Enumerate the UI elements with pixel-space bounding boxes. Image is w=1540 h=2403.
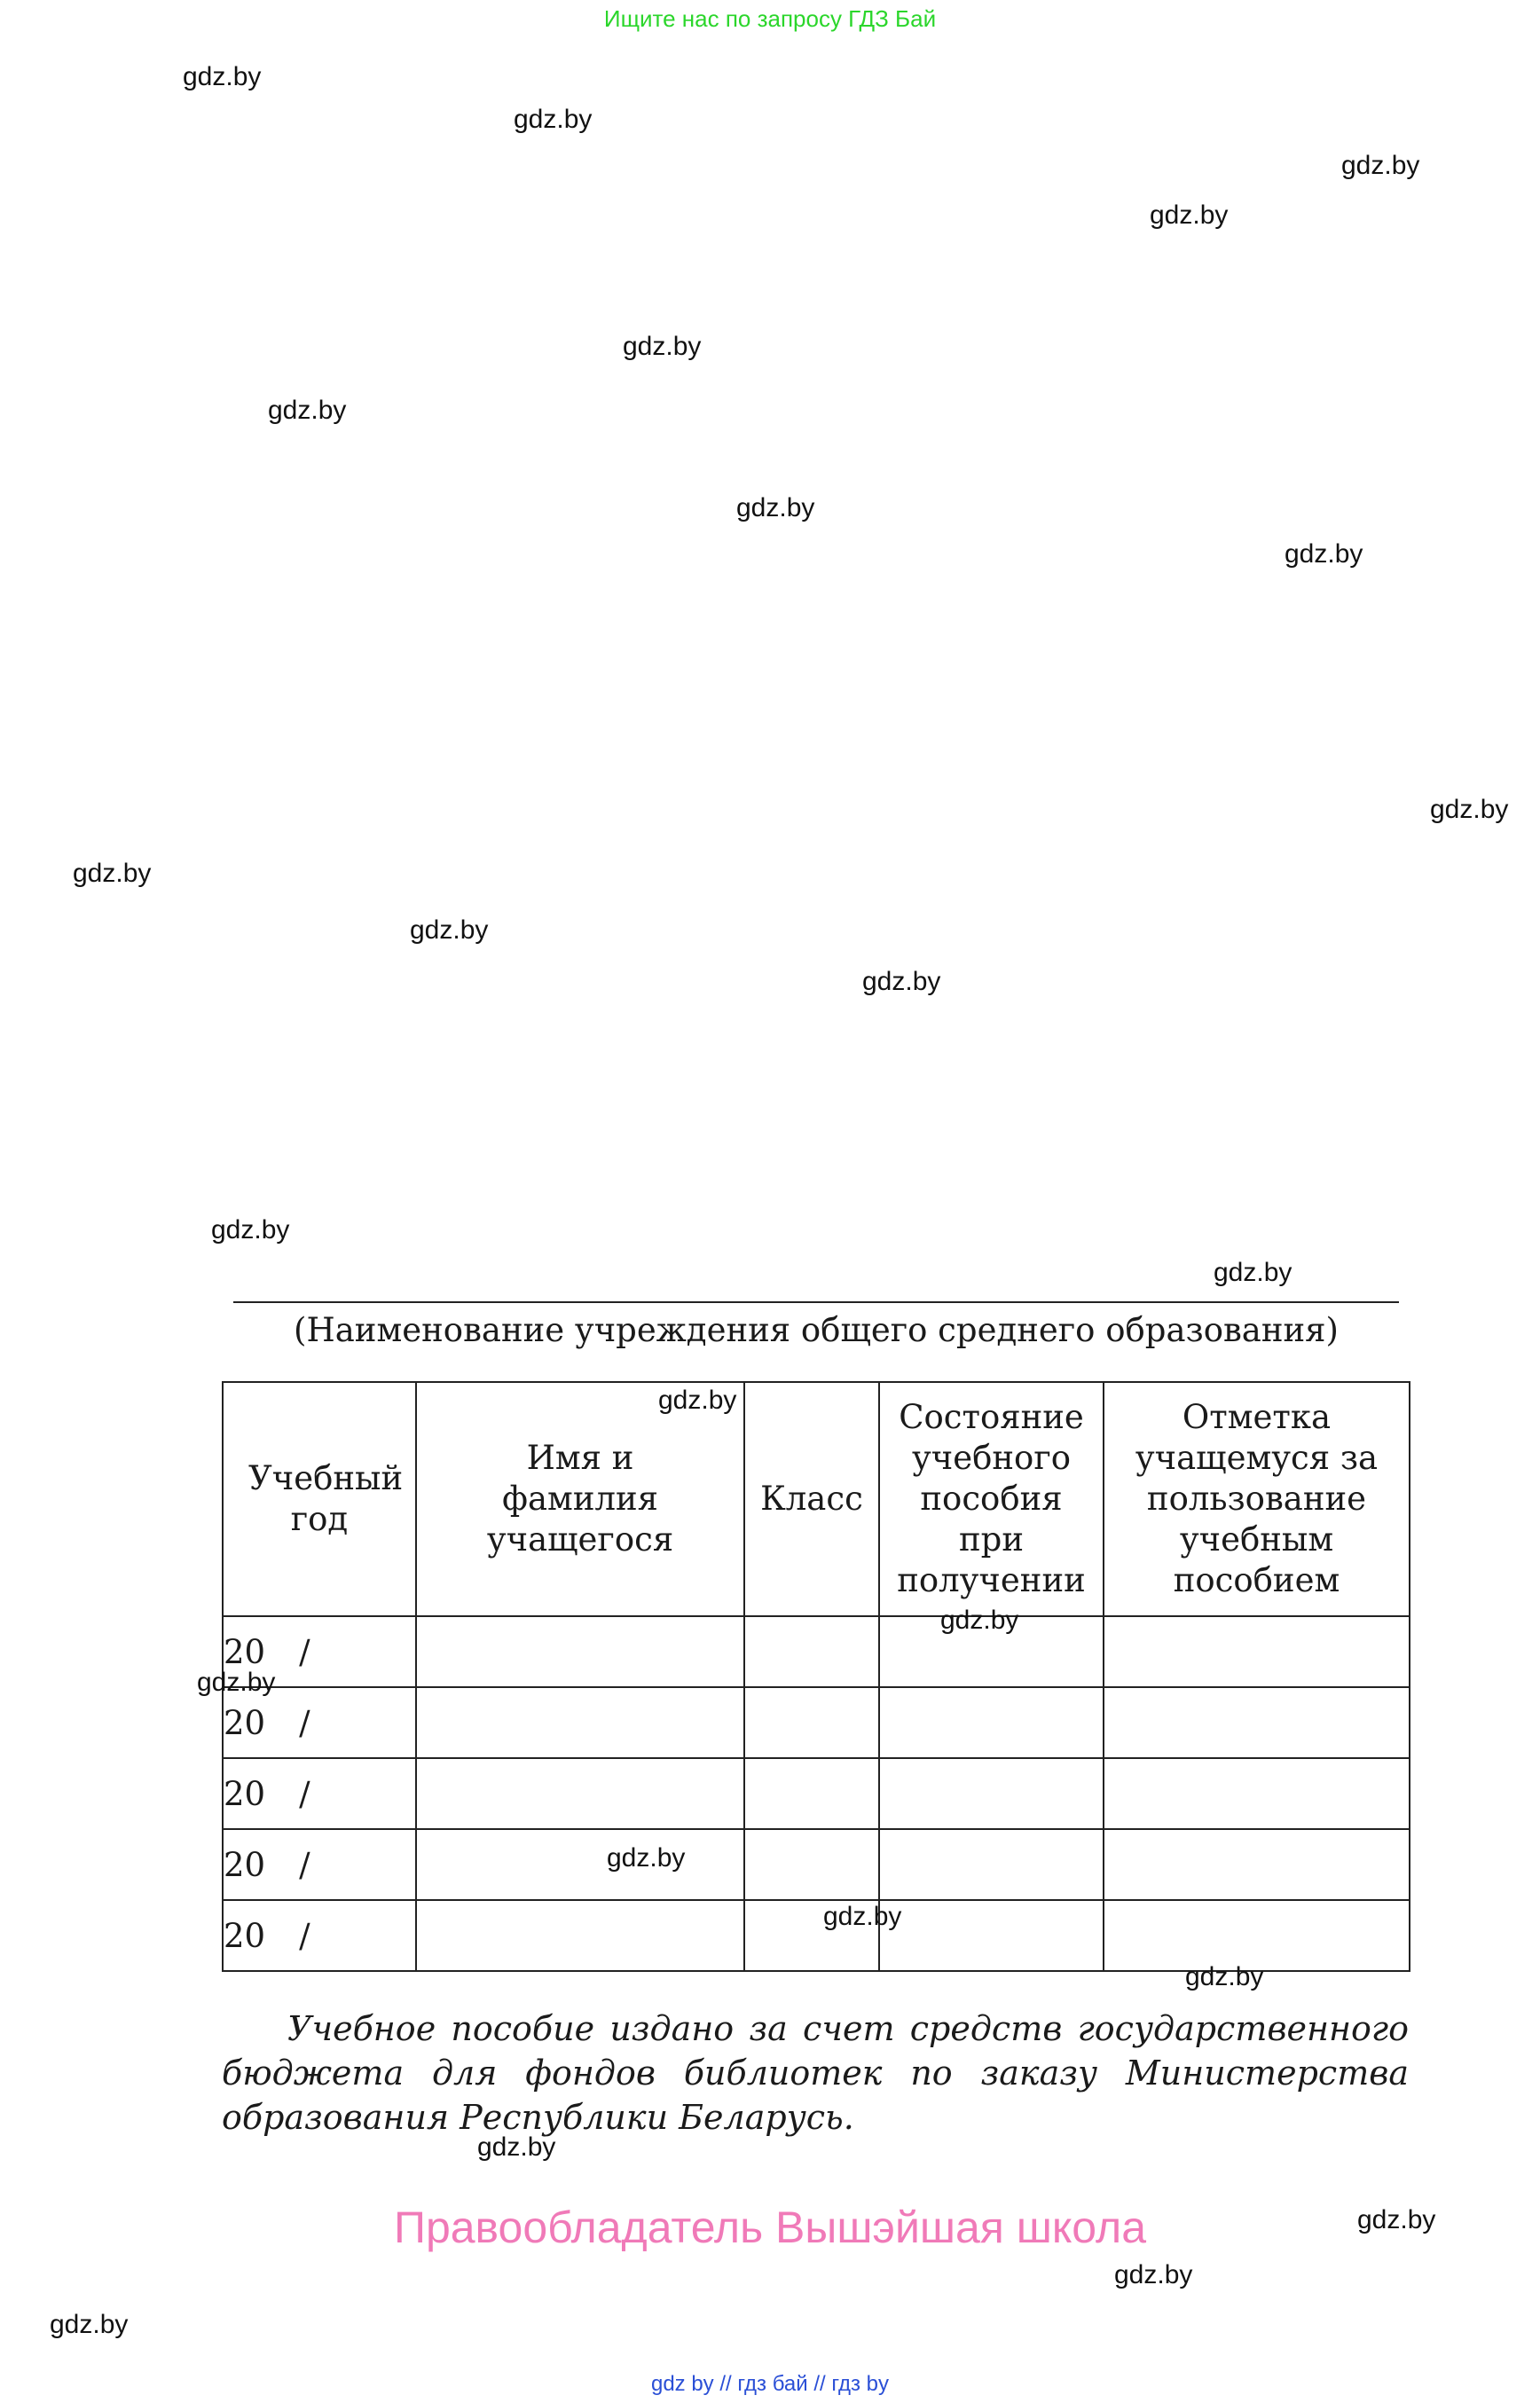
watermark: gdz.by [211,1215,290,1245]
year-slash: / [299,1916,310,1955]
watermark: gdz.by [736,493,815,522]
year-prefix: 20 [224,1845,266,1884]
year-slash: / [299,1845,310,1884]
table-row [223,1687,1410,1758]
header-academic-year: Учебный год [223,1382,416,1616]
watermark: gdz.by [50,2310,129,2339]
watermark: gdz.by [1341,151,1420,180]
year-cell [223,1687,416,1758]
copyright-holder: Правообладатель Вышэйшая школа [394,2203,1146,2252]
watermark: gdz.by [862,967,941,996]
watermark: gdz.by [514,105,593,134]
year-cell [223,1900,416,1971]
year-cell [223,1829,416,1900]
mark-cell[interactable] [1104,1758,1410,1829]
watermark: gdz.by [940,1606,1019,1635]
mark-cell[interactable] [1104,1616,1410,1687]
watermark: gdz.by [658,1386,737,1415]
mark-cell[interactable] [1104,1900,1410,1971]
condition-cell[interactable] [879,1900,1104,1971]
watermark: gdz.by [1285,539,1363,569]
watermark: gdz.by [1185,1962,1264,1991]
grade-cell[interactable] [744,1829,879,1900]
watermark: gdz.by [477,2132,556,2162]
watermark: gdz.by [1114,2260,1193,2289]
table-row [223,1900,1410,1971]
watermark: gdz.by [183,62,262,91]
watermark: gdz.by [410,915,489,945]
watermark: gdz.by [1357,2205,1436,2234]
year-slash: / [299,1774,310,1813]
grade-cell[interactable] [744,1687,879,1758]
year-prefix: 20 [224,1703,266,1742]
funding-note: Учебное пособие издано за счет средств государственного бюджета для фондов библиотек по заказу Министерства образования Республики Беларусь. [222,2009,1409,2137]
table-row [223,1758,1410,1829]
condition-cell[interactable] [879,1758,1104,1829]
header-student-mark: Отметка учащемуся за пользование учебным пособием [1104,1382,1410,1616]
watermark: gdz.by [1214,1258,1292,1287]
condition-cell[interactable] [879,1687,1104,1758]
institution-caption: (Наименование учреждения общего среднего образования) [294,1311,1339,1349]
watermark: gdz.by [1150,200,1229,230]
name-cell[interactable] [416,1616,744,1687]
institution-line [233,1301,1399,1303]
watermark: gdz.by [197,1668,276,1697]
table-row [223,1616,1410,1687]
name-cell[interactable] [416,1758,744,1829]
year-prefix: 20 [224,1632,266,1671]
year-slash: / [299,1703,310,1742]
table-header-row [223,1382,1410,1616]
grade-cell[interactable] [744,1616,879,1687]
year-prefix: 20 [224,1916,266,1955]
name-cell[interactable] [416,1687,744,1758]
year-slash: / [299,1632,310,1671]
year-cell [223,1758,416,1829]
table-row [223,1829,1410,1900]
watermark: gdz.by [1430,795,1509,824]
grade-cell[interactable] [744,1758,879,1829]
header-textbook-condition: Состояние учебного пособия при получении [879,1382,1104,1616]
watermark: gdz.by [823,1902,902,1931]
year-prefix: 20 [224,1774,266,1813]
watermark: gdz.by [268,396,347,425]
search-hint: Ищите нас по запросу ГДЗ Бай [603,5,937,32]
condition-cell[interactable] [879,1829,1104,1900]
header-student-name: Имя и фамилия учащегося [416,1382,744,1616]
watermark: gdz.by [607,1843,686,1873]
watermark: gdz.by [73,859,152,888]
textbook-usage-table [222,1381,1410,1972]
mark-cell[interactable] [1104,1687,1410,1758]
header-grade: Класс [744,1382,879,1616]
watermark: gdz.by [623,332,702,361]
mark-cell[interactable] [1104,1829,1410,1900]
footer-links[interactable]: gdz by // гдз бай // гдз by [650,2372,890,2396]
name-cell[interactable] [416,1829,744,1900]
name-cell[interactable] [416,1900,744,1971]
